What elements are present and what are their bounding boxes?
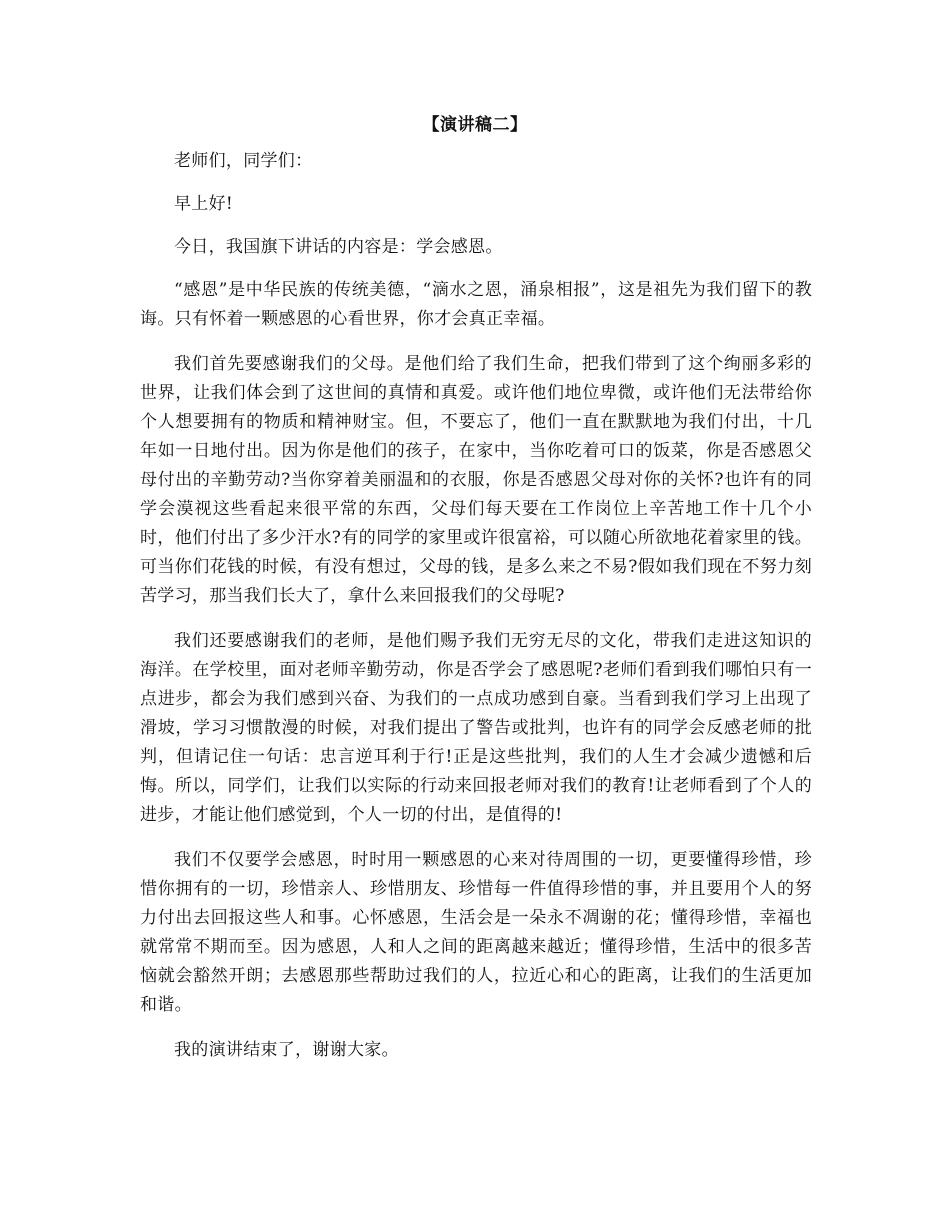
paragraph-good-morning: 早上好! (174, 194, 234, 214)
paragraph-greeting: 老师们，同学们： (174, 151, 313, 171)
document-body (140, 147, 812, 1081)
paragraph-closing: 我的演讲结束了，谢谢大家。 (174, 1040, 399, 1060)
paragraph-thank-parents: 我们首先要感谢我们的父母。是他们给了我们生命，把我们带到了这个绚丽多彩的世界，让我们体会到了这世间的真情和真爱。或许他们地位卑微，或许他们无法带给你个人想要拥有的物质和精神财宝。但，不要忘了，他们一直在默默地为我们付出，十几年如一日地付出。因为你是他们的孩子，在家中，当你吃着可口的饭菜，你是否感恩父母付出的辛勤劳动?当你穿着美丽温和的衣服，你是否感恩父母对你的关怀?也许有的同学会漠视这些看起来很平常的东西，父母们每天要在工作岗位上辛苦地工作十几个小时，他们付出了多少汗水?有的同学的家里或许很富裕，可以随心所欲地花着家里的钱。可当你们花钱的时候，有没有想过，父母的钱，是多么来之不易?假如我们现在不努力刻苦学习，那当我们长大了，拿什么来回报我们的父母呢? (140, 354, 812, 606)
document-title: 【演讲稿二】 (422, 115, 528, 135)
paragraph-topic: 今日，我国旗下讲话的内容是：学会感恩。 (174, 237, 503, 257)
paragraph-gratitude-virtue: “感恩”是中华民族的传统美德，“滴水之恩，涌泉相报”，这是祖先为我们留下的教诲。只有怀着一颗感恩的心看世界，你才会真正幸福。 (140, 280, 812, 329)
paragraph-thank-teachers: 我们还要感谢我们的老师，是他们赐予我们无穷无尽的文化，带我们走进这知识的海洋。在学校里，面对老师辛勤劳动，你是否学会了感恩呢?老师们看到我们哪怕只有一点进步，都会为我们感到兴奋、为我们的一点成功感到自豪。当看到我们学习上出现了滑坡，学习习惯散漫的时候，对我们提出了警告或批判，也许有的同学会反感老师的批判，但请记住一句话：忠言逆耳利于行!正是这些批判，我们的人生才会减少遗憾和后悔。所以，同学们，让我们以实际的行动来回报老师对我们的教育!让老师看到了个人的进步，才能让他们感觉到，个人一切的付出，是值得的! (140, 631, 812, 825)
paragraph-cherish: 我们不仅要学会感恩，时时用一颗感恩的心来对待周围的一切，更要懂得珍惜，珍惜你拥有的一切，珍惜亲人、珍惜朋友、珍惜每一件值得珍惜的事，并且要用个人的努力付出去回报这些人和事。心怀感恩，生活会是一朵永不凋谢的花；懂得珍惜，幸福也就常常不期而至。因为感恩，人和人之间的距离越来越近；懂得珍惜，生活中的很多苦恼就会豁然开朗；去感恩那些帮助过我们的人，拉近心和心的距离，让我们的生活更加和谐。 (140, 850, 812, 1015)
